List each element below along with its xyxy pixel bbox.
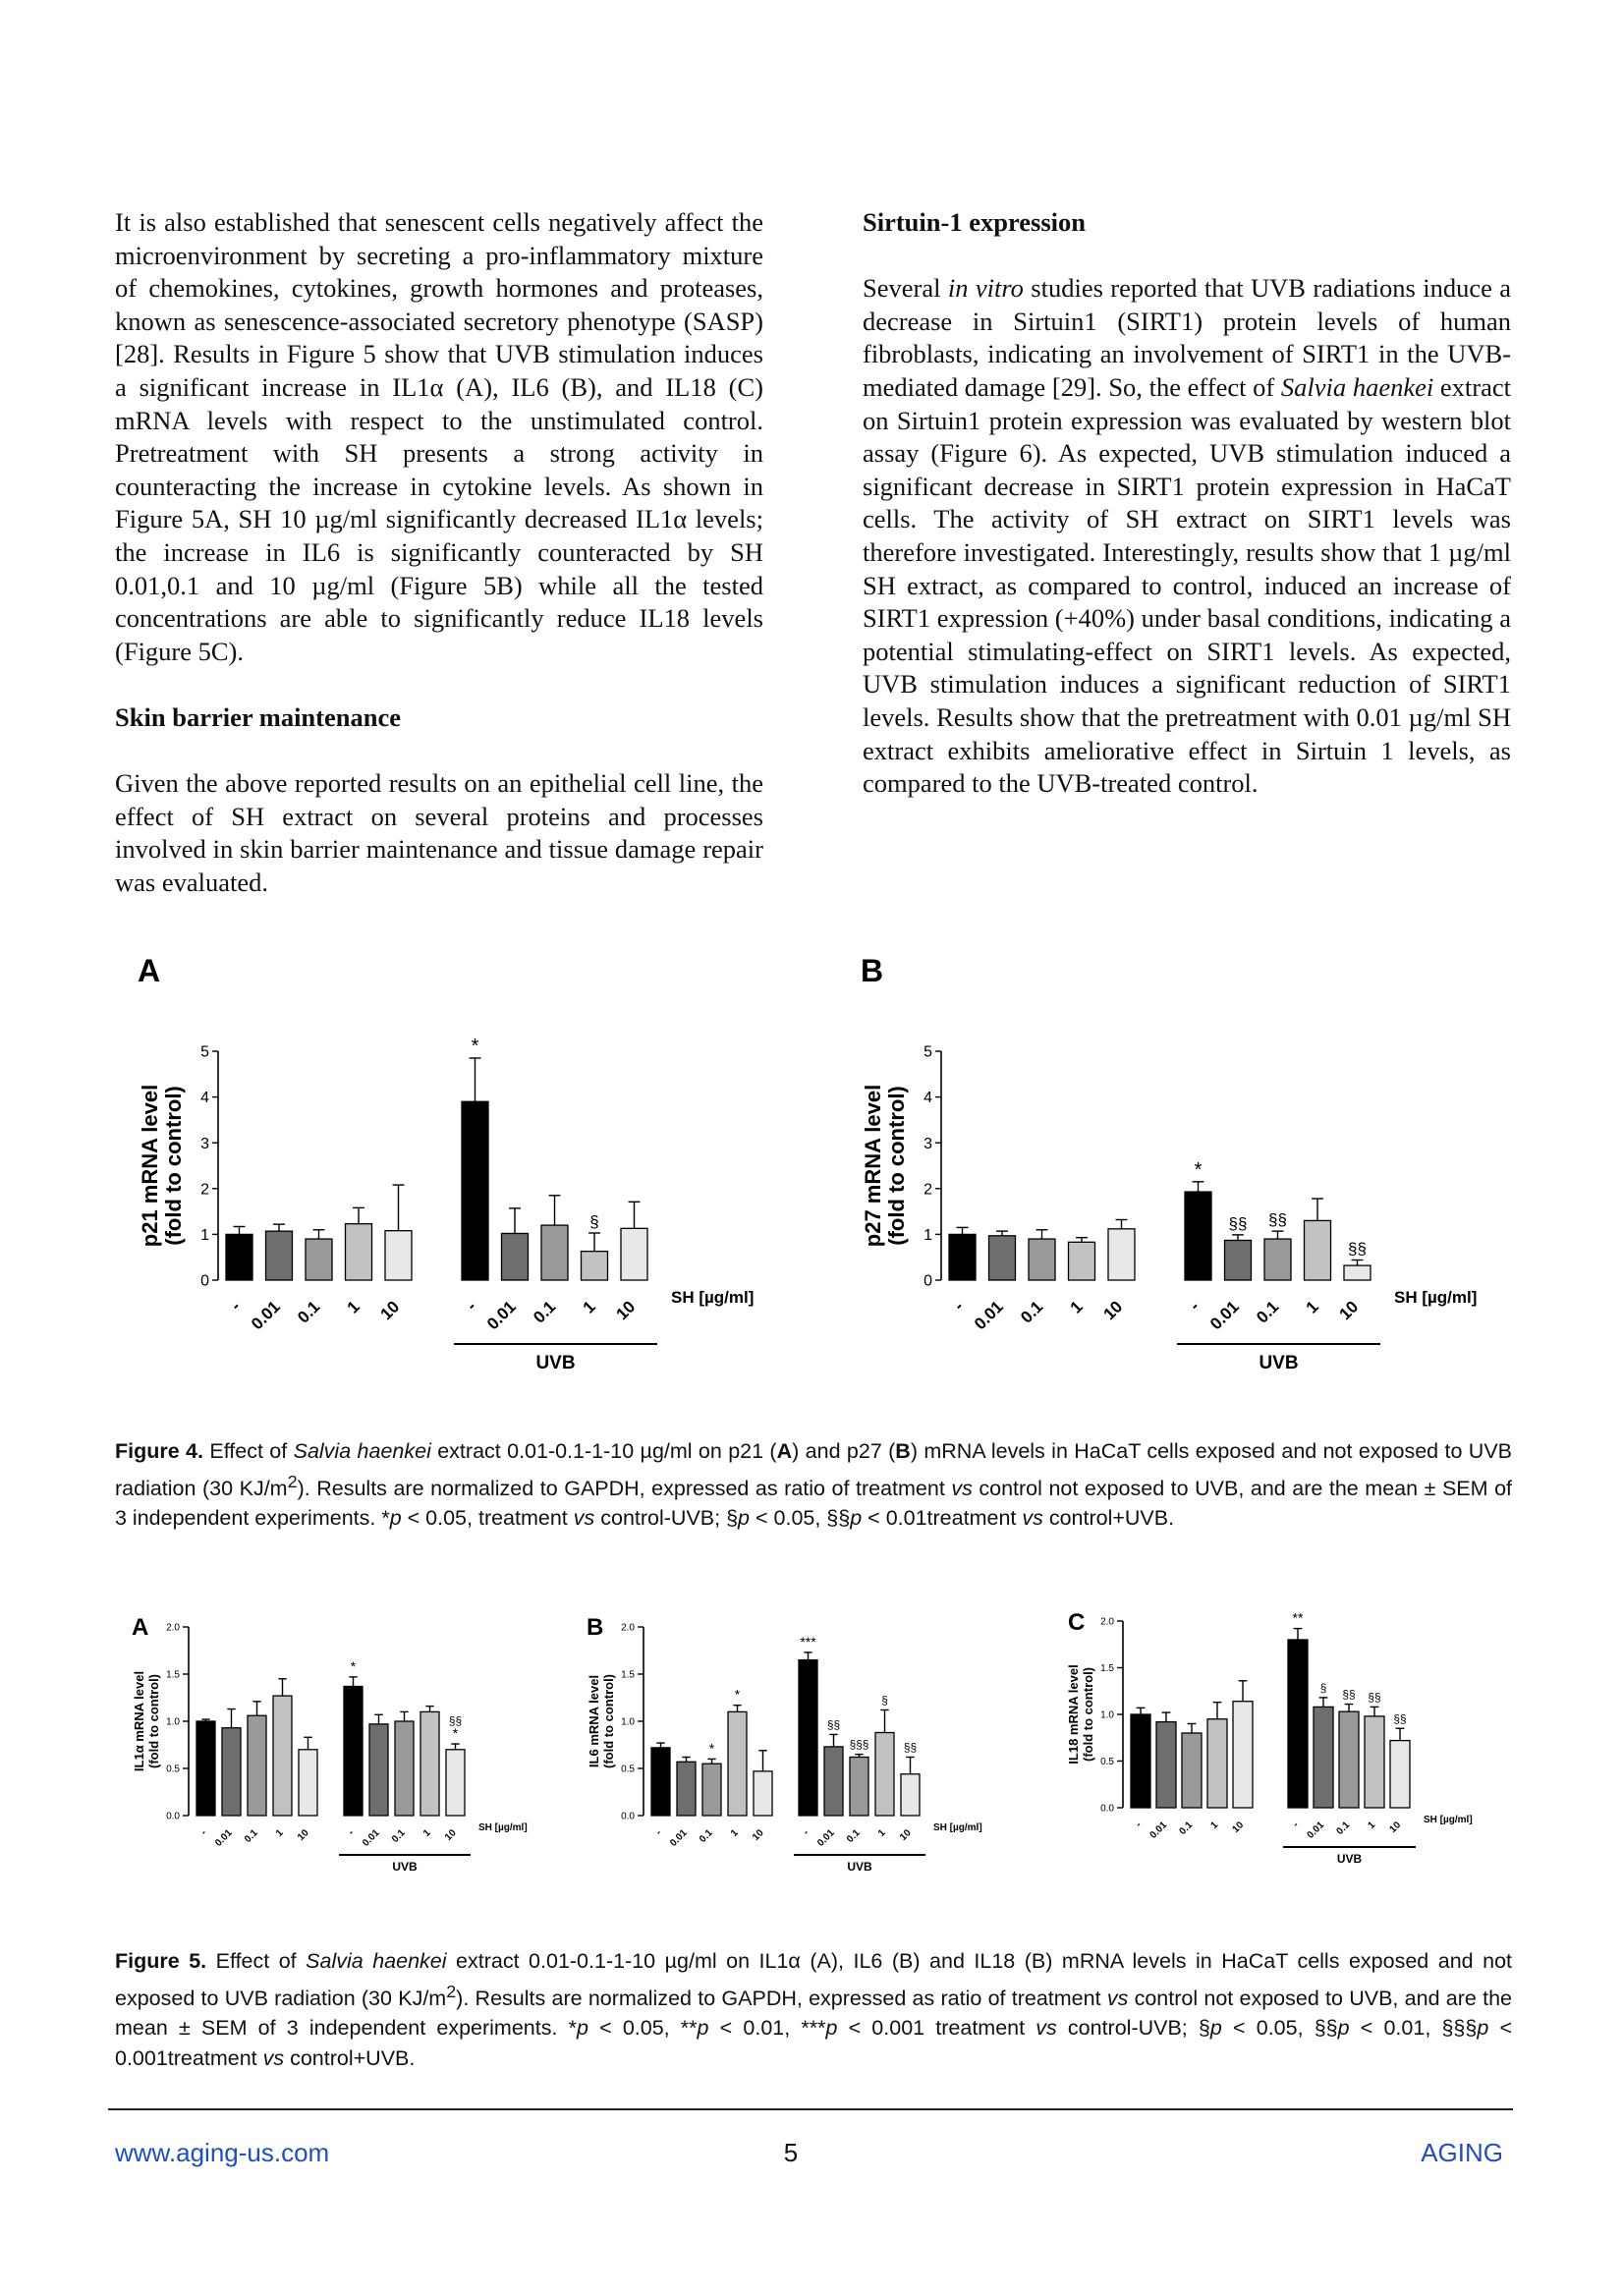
- significance-label: *: [734, 1686, 741, 1703]
- y-tick-label: 0.5: [1100, 1757, 1114, 1767]
- panel-label: B: [861, 953, 884, 988]
- bar-uvb-0: [344, 1686, 363, 1816]
- bar-no-uvb-0: [949, 1234, 976, 1280]
- text-span: < 0.01, §§§: [1349, 2016, 1478, 2041]
- uvb-group-label: UVB: [1259, 1353, 1299, 1373]
- bar-no-uvb-1: [989, 1236, 1016, 1280]
- bar-uvb-3: [1305, 1220, 1331, 1280]
- x-tick-label: 10: [295, 1827, 311, 1843]
- x-tick-label: 0.01: [668, 1827, 690, 1849]
- text-span: extract 0.01-0.1-1-10 µg/ml on p21 (: [430, 1439, 777, 1463]
- uvb-group-label: UVB: [392, 1860, 418, 1874]
- italic-span: p: [697, 2016, 709, 2041]
- chart-fig4b: [851, 953, 1519, 1373]
- right-column: [863, 206, 1511, 801]
- italic-span: Salvia haenkei: [293, 1439, 431, 1463]
- bar-no-uvb-2: [248, 1715, 266, 1816]
- figure-4b: [851, 953, 1519, 1373]
- y-axis-label: IL6 mRNA level: [587, 1674, 601, 1768]
- y-tick-label: 0: [923, 1272, 932, 1290]
- italic-span: vs: [951, 1476, 973, 1500]
- bar-uvb-4: [1344, 1265, 1371, 1280]
- y-tick-label: 0.5: [166, 1764, 180, 1775]
- bar-uvb-2: [850, 1757, 868, 1816]
- bar-uvb-3: [420, 1711, 439, 1816]
- x-tick-label: 0.1: [294, 1297, 324, 1327]
- panel-label: C: [1068, 1609, 1086, 1636]
- significance-label: *: [350, 1657, 357, 1674]
- x-tick-label: 10: [1387, 1820, 1404, 1835]
- y-axis-label: IL1α mRNA level: [132, 1670, 146, 1772]
- x-unit-label: SH [µg/ml]: [933, 1822, 982, 1833]
- text-span: < 0.01treatment: [862, 1506, 1023, 1531]
- significance-label: §: [881, 1693, 888, 1708]
- figure-5a: [118, 1611, 565, 1891]
- x-tick-label: 0.01: [1205, 1297, 1243, 1334]
- italic-span: p: [1337, 2016, 1350, 2041]
- x-tick-label: 1: [343, 1297, 364, 1317]
- x-tick-label: -: [1185, 1297, 1203, 1315]
- bar-uvb-2: [395, 1721, 414, 1816]
- x-tick-label: 10: [376, 1297, 404, 1324]
- bar-uvb-0: [462, 1101, 488, 1280]
- right-paragraph-1: [863, 272, 1511, 801]
- x-tick-label: 10: [612, 1297, 640, 1324]
- bar-uvb-2: [1264, 1239, 1291, 1280]
- y-tick-label: 2.0: [1100, 1616, 1114, 1628]
- x-tick-label: 0.01: [1147, 1820, 1170, 1841]
- italic-span: vs: [1022, 1506, 1043, 1531]
- y-tick-label: 3: [200, 1135, 209, 1152]
- bar-uvb-4: [901, 1774, 920, 1816]
- y-axis-label: IL18 mRNA level: [1066, 1664, 1081, 1764]
- significance-label: *: [471, 1035, 479, 1057]
- x-tick-label: 0.1: [243, 1827, 260, 1845]
- bar-uvb-2: [1339, 1711, 1359, 1808]
- y-tick-label: 1.5: [166, 1669, 180, 1681]
- italic-span: vs: [573, 1506, 595, 1531]
- y-tick-label: 2.0: [166, 1622, 180, 1634]
- y-axis-label-unit: (fold to control): [601, 1673, 616, 1769]
- x-tick-label: 1: [273, 1827, 286, 1840]
- y-tick-label: 5: [200, 1043, 209, 1061]
- y-tick-label: 1.5: [621, 1669, 635, 1681]
- y-axis-label-unit: (fold to control): [884, 1086, 909, 1246]
- x-tick-label: 0.01: [213, 1827, 235, 1849]
- italic-span: vs: [1106, 1986, 1129, 2010]
- bar-no-uvb-2: [1029, 1239, 1055, 1280]
- italic-span: p: [850, 1506, 863, 1531]
- significance-label: §§: [1348, 1239, 1367, 1259]
- text-span: < 0.001 treatment: [837, 2016, 1036, 2041]
- italic-span: p: [1209, 2016, 1222, 2041]
- y-tick-label: 4: [200, 1090, 209, 1107]
- significance-label: *: [452, 1725, 459, 1742]
- y-axis-label-unit: (fold to control): [1081, 1666, 1095, 1763]
- significance-label: §§: [1368, 1690, 1381, 1705]
- significance-label: §: [1319, 1680, 1327, 1695]
- caption-label: Figure 5.: [115, 1949, 207, 1973]
- significance-label: *: [1194, 1158, 1203, 1181]
- bar-no-uvb-4: [1108, 1229, 1135, 1280]
- y-axis-label-unit: (fold to control): [161, 1086, 186, 1246]
- x-tick-label: 0.1: [1177, 1820, 1196, 1837]
- x-tick-label: -: [801, 1827, 812, 1838]
- significance-label: §§: [826, 1717, 841, 1732]
- italic-span: p: [1477, 2016, 1489, 2041]
- x-tick-label: 10: [750, 1827, 766, 1843]
- text-span: extract on Sirtuin1 protein expression was evaluated by western blot assay (Figure 6). As expected, UVB stimulation induced a significant decrease in SIRT1 protein expression in HaCaT cells. The activity of SH extract on SIRT1 levels was therefore investigated. Interestingly, results show that 1 µg/ml SH extract, as compared to control, induced an increase of SIRT1 expression (+40%) under basal conditions, indicating a potential stimulating-effect on SIRT1 levels. As expected, UVB stimulation induces a significant reduction of SIRT1 levels. Results show that the pretreatment with 0.01 µg/ml SH extract exhibits ameliorative effect in Sirtuin 1 levels, as compared to the UVB-treated control.: [863, 371, 1511, 799]
- bar-no-uvb-0: [226, 1234, 252, 1280]
- y-tick-label: 1.0: [1100, 1709, 1114, 1721]
- italic-span: p: [825, 2016, 838, 2041]
- bar-uvb-1: [824, 1747, 843, 1816]
- panel-label: A: [138, 953, 161, 988]
- text-span: extract 0.01-0.1-1-10 µg/ml on IL1α (A), IL6 (B) and IL18 (B) mRNA levels in HaCaT cells exposed and not exposed to UVB radiation (30 KJ/m: [115, 1949, 1512, 2010]
- journal-url-link[interactable]: www.aging-us.com: [115, 2138, 330, 2167]
- x-unit-label: SH [µg/ml]: [1424, 1815, 1473, 1825]
- bar-no-uvb-2: [702, 1764, 721, 1816]
- text-span: control-UVB; §: [1056, 2016, 1210, 2041]
- bar-no-uvb-4: [754, 1771, 772, 1816]
- x-tick-label: 0.1: [530, 1297, 560, 1327]
- chart-fig5c: [1044, 1606, 1506, 1891]
- x-tick-label: -: [1133, 1820, 1145, 1830]
- italic-span: Salvia haenkei: [306, 1949, 447, 1973]
- significance-label: §§: [448, 1713, 463, 1728]
- y-tick-label: 1.5: [1100, 1663, 1114, 1674]
- bar-no-uvb-1: [677, 1762, 696, 1816]
- x-tick-label: 0.01: [247, 1297, 284, 1334]
- x-tick-label: 10: [442, 1827, 459, 1843]
- y-tick-label: 1: [200, 1227, 209, 1244]
- bar-uvb-1: [1314, 1707, 1333, 1808]
- bar-no-uvb-2: [1182, 1733, 1202, 1808]
- x-tick-label: 1: [1208, 1820, 1221, 1832]
- x-tick-label: 10: [1335, 1297, 1363, 1324]
- page-number: 5: [783, 2138, 799, 2167]
- left-paragraph-2: Given the above reported results on an epithelial cell line, the effect of SH extract on several proteins and processes involved in skin barrier maintenance and tissue damage repair was evaluated.: [115, 768, 763, 897]
- x-tick-label: 10: [1099, 1297, 1127, 1324]
- x-unit-label: SH [µg/ml]: [671, 1288, 755, 1307]
- italic-span: vs: [1035, 2016, 1057, 2041]
- significance-label: §§: [1268, 1210, 1287, 1230]
- uvb-group-label: UVB: [1336, 1852, 1363, 1866]
- x-tick-label: 1: [1066, 1297, 1087, 1317]
- x-unit-label: SH [µg/ml]: [1394, 1288, 1478, 1307]
- bar-uvb-1: [369, 1724, 388, 1816]
- text-span: < 0.05, §§: [1221, 2016, 1338, 2041]
- x-unit-label: SH [µg/ml]: [478, 1822, 528, 1833]
- bar-no-uvb-2: [306, 1239, 332, 1280]
- text-span: Effect of: [206, 1949, 307, 1973]
- bar-uvb-0: [1185, 1192, 1211, 1280]
- x-tick-label: -: [1290, 1820, 1302, 1830]
- x-tick-label: 1: [875, 1827, 888, 1840]
- footer-rule: [108, 2108, 1513, 2110]
- x-tick-label: 0.1: [698, 1827, 715, 1845]
- bar-no-uvb-1: [266, 1231, 293, 1280]
- bar-uvb-3: [875, 1733, 894, 1816]
- superscript: 2: [287, 1471, 298, 1491]
- bar-no-uvb-0: [1131, 1714, 1150, 1808]
- x-tick-label: 0.01: [1305, 1820, 1327, 1841]
- text-span: < 0.01, ***: [708, 2016, 826, 2041]
- italic-span: vs: [262, 2045, 285, 2070]
- bar-uvb-3: [1365, 1716, 1384, 1808]
- y-tick-label: 0.5: [621, 1764, 635, 1775]
- bar-uvb-1: [502, 1233, 529, 1280]
- chart-fig4a: [128, 953, 796, 1373]
- figure-5c: [1044, 1606, 1506, 1891]
- significance-label: **: [1292, 1609, 1304, 1626]
- significance-label: ***: [800, 1633, 816, 1650]
- y-tick-label: 0.0: [621, 1811, 635, 1822]
- text-span: Effect of: [203, 1439, 294, 1463]
- italic-span: p: [576, 2016, 588, 2041]
- y-tick-label: 3: [923, 1135, 932, 1152]
- bar-no-uvb-0: [651, 1748, 670, 1816]
- x-tick-label: 0.1: [1334, 1820, 1353, 1837]
- significance-label: §§§: [849, 1737, 869, 1752]
- panel-label: B: [587, 1614, 604, 1641]
- section-heading-sirtuin: Sirtuin-1 expression: [863, 207, 1086, 237]
- y-tick-label: 0: [200, 1272, 209, 1290]
- significance-label: §: [589, 1212, 599, 1232]
- x-tick-label: -: [226, 1297, 245, 1315]
- y-tick-label: 0.0: [166, 1811, 180, 1822]
- y-tick-label: 1: [923, 1227, 932, 1244]
- y-axis-label: p27 mRNA level: [861, 1084, 885, 1248]
- y-tick-label: 4: [923, 1090, 932, 1107]
- bar-uvb-4: [621, 1228, 647, 1280]
- text-span: ). Results are normalized to GAPDH, expressed as ratio of treatment: [297, 1476, 952, 1500]
- x-tick-label: 1: [1302, 1297, 1322, 1317]
- bar-no-uvb-0: [196, 1721, 215, 1816]
- bar-no-uvb-3: [1207, 1719, 1227, 1808]
- figure-5-caption: [115, 1946, 1512, 2073]
- italic-span: Salvia haenkei: [1280, 371, 1434, 402]
- x-tick-label: 0.1: [845, 1827, 863, 1845]
- bar-uvb-4: [1390, 1741, 1410, 1808]
- significance-label: §§: [1228, 1213, 1248, 1233]
- uvb-group-label: UVB: [535, 1353, 576, 1373]
- x-tick-label: 1: [420, 1827, 433, 1840]
- text-span: control+UVB.: [1042, 1506, 1175, 1531]
- bar-no-uvb-3: [273, 1696, 292, 1816]
- x-tick-label: 10: [1230, 1820, 1247, 1835]
- bar-no-uvb-1: [222, 1728, 241, 1816]
- bar-uvb-0: [1288, 1640, 1308, 1808]
- italic-span: in vitro: [947, 273, 1024, 304]
- bar-no-uvb-3: [728, 1711, 747, 1816]
- x-tick-label: -: [346, 1827, 357, 1838]
- text-span: < 0.05, treatment: [401, 1506, 574, 1531]
- x-tick-label: -: [949, 1297, 968, 1315]
- text-span: < 0.001treatment: [115, 2016, 1513, 2070]
- bar-no-uvb-3: [1069, 1242, 1095, 1280]
- bold-span: B: [895, 1439, 911, 1463]
- significance-label: §§: [903, 1740, 918, 1755]
- text-span: ). Results are normalized to GAPDH, expressed as ratio of treatment: [456, 1986, 1107, 2010]
- bar-no-uvb-1: [1156, 1722, 1176, 1808]
- x-tick-label: 1: [579, 1297, 599, 1317]
- left-column: [115, 206, 763, 899]
- significance-label: §§: [1342, 1687, 1356, 1702]
- left-paragraph-1: It is also established that senescent cells negatively affect the microenvironment by secreting a pro-inflammatory mixture of chemokines, cytokines, growth hormones and proteases, known as senescence-associated secretory phenotype (SASP) [28]. Results in Figure 5 show that UVB stimulation induces a significant increase in IL1α (A), IL6 (B), and IL18 (C) mRNA levels with respect to the unstimulated control. Pretreatment with SH presents a strong activity in counteracting the increase in cytokine levels. As shown in Figure 5A, SH 10 µg/ml significantly decreased IL1α levels; the increase in IL6 is significantly counteracted by SH 0.01,0.1 and 10 µg/ml (Figure 5B) while all the tested concentrations are able to significantly reduce IL18 levels (Figure 5C).: [115, 207, 763, 666]
- text-span: control not exposed to UVB, and are the mean ± SEM of 3 independent experiments. *: [115, 1476, 1513, 1531]
- bar-no-uvb-4: [299, 1750, 317, 1816]
- text-span: studies reported that UVB radiations induce a decrease in Sirtuin1 (SIRT1) protein levels of human fibroblasts, indicating an involvement of SIRT1 in the UVB-mediated damage [29]. So, the effect of: [863, 273, 1512, 402]
- text-span: ) mRNA levels in HaCaT cells exposed and not exposed to UVB radiation (30 KJ/m: [115, 1439, 1512, 1500]
- bar-no-uvb-3: [346, 1224, 372, 1280]
- x-tick-label: 0.01: [815, 1827, 837, 1849]
- chart-fig5b: [573, 1611, 1020, 1891]
- y-tick-label: 0.0: [1100, 1803, 1114, 1815]
- bar-no-uvb-4: [385, 1231, 412, 1280]
- y-axis-label-unit: (fold to control): [146, 1673, 161, 1769]
- x-tick-label: 1: [728, 1827, 741, 1840]
- figure-4a: [128, 953, 796, 1373]
- text-span: < 0.05, **: [588, 2016, 698, 2041]
- text-span: control not exposed to UVB, and are the mean ± SEM of 3 independent experiments. *: [115, 1986, 1512, 2041]
- x-tick-label: -: [198, 1827, 209, 1838]
- italic-span: p: [389, 1506, 402, 1531]
- x-tick-label: 0.1: [1017, 1297, 1047, 1327]
- figure-4-caption: [115, 1436, 1512, 1534]
- y-tick-label: 1.0: [621, 1716, 635, 1728]
- x-tick-label: 0.01: [482, 1297, 520, 1334]
- uvb-group-label: UVB: [847, 1860, 872, 1874]
- journal-name: AGING: [1421, 2138, 1503, 2167]
- text-span: Several: [863, 273, 948, 304]
- y-axis-label: p21 mRNA level: [138, 1084, 162, 1248]
- caption-label: Figure 4.: [115, 1439, 203, 1463]
- bar-no-uvb-4: [1233, 1702, 1253, 1808]
- bar-uvb-4: [446, 1750, 465, 1816]
- text-span: ) and p27 (: [792, 1439, 896, 1463]
- x-tick-label: 0.01: [361, 1827, 382, 1849]
- x-tick-label: 0.1: [390, 1827, 408, 1845]
- significance-label: *: [708, 1740, 715, 1757]
- y-tick-label: 1.0: [166, 1716, 180, 1728]
- panel-label: A: [132, 1614, 149, 1641]
- y-tick-label: 2: [923, 1181, 932, 1199]
- x-tick-label: 0.1: [1253, 1297, 1283, 1327]
- bold-span: A: [776, 1439, 793, 1463]
- x-tick-label: -: [462, 1297, 480, 1315]
- text-span: control+UVB.: [284, 2045, 416, 2070]
- significance-label: §§: [1393, 1711, 1407, 1726]
- y-tick-label: 2.0: [621, 1622, 635, 1634]
- italic-span: p: [738, 1506, 751, 1531]
- x-tick-label: -: [653, 1827, 664, 1838]
- text-span: < 0.05, §§: [750, 1506, 851, 1531]
- y-tick-label: 2: [200, 1181, 209, 1199]
- bar-uvb-0: [799, 1660, 817, 1816]
- x-tick-label: 0.01: [970, 1297, 1007, 1334]
- bar-uvb-3: [582, 1252, 608, 1280]
- y-tick-label: 5: [923, 1043, 932, 1061]
- section-heading-skin-barrier: Skin barrier maintenance: [115, 701, 402, 732]
- x-tick-label: 1: [1366, 1820, 1378, 1832]
- chart-fig5a: [118, 1611, 565, 1891]
- superscript: 2: [446, 1981, 457, 2001]
- x-tick-label: 10: [897, 1827, 914, 1843]
- bar-uvb-1: [1225, 1240, 1252, 1280]
- figure-5b: [573, 1611, 1020, 1891]
- text-span: control-UVB; §: [594, 1506, 739, 1531]
- bar-uvb-2: [541, 1225, 568, 1280]
